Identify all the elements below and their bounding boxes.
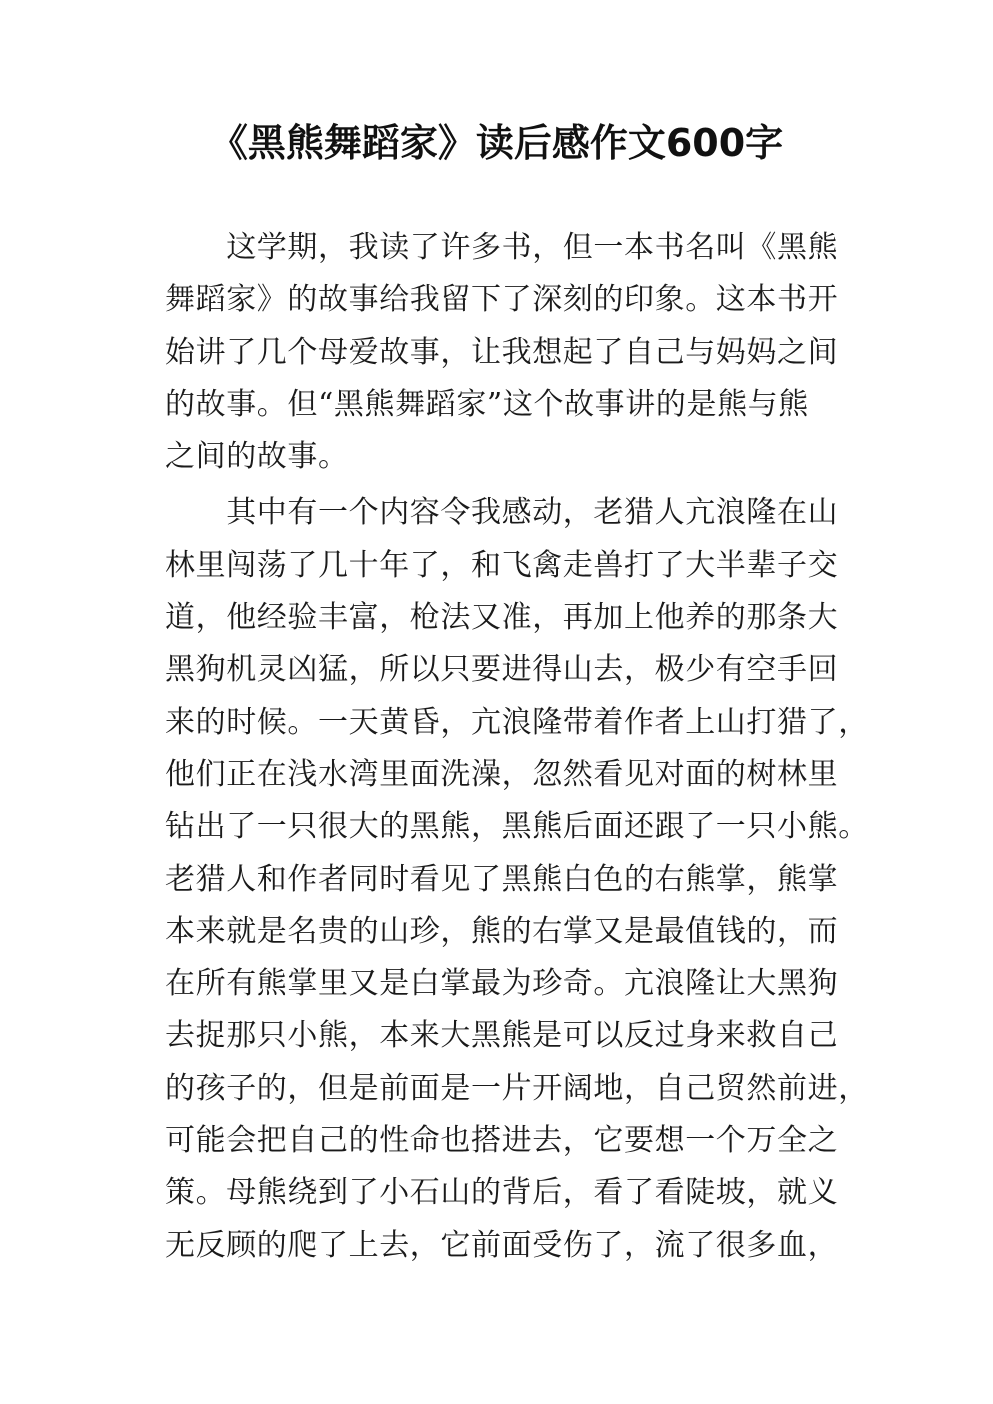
text-line: 策。母熊绕到了小石山的背后，看了看陡坡，就义 bbox=[165, 1175, 839, 1211]
text-line: 其中有一个内容令我感动，老猎人亢浪隆在山 bbox=[165, 495, 839, 531]
text-line: 林里闯荡了几十年了，和飞禽走兽打了大半辈子交 bbox=[165, 547, 839, 583]
text-line: 之间的故事。 bbox=[165, 439, 349, 475]
text-line: 来的时候。一天黄昏，亢浪隆带着作者上山打猎了， bbox=[165, 704, 869, 740]
text-line: 黑狗机灵凶猛，所以只要进得山去，极少有空手回 bbox=[165, 652, 839, 688]
document-title: 《黑熊舞蹈家》读后感作文600字 bbox=[209, 121, 784, 165]
text-line: 去捉那只小熊，本来大黑熊是可以反过身来救自己 bbox=[165, 1018, 839, 1054]
text-line: 的故事。但“黑熊舞蹈家”这个故事讲的是熊与熊 bbox=[165, 386, 809, 422]
text-line: 的孩子的，但是前面是一片开阔地，自己贸然前进， bbox=[165, 1070, 869, 1106]
text-line: 钻出了一只很大的黑熊，黑熊后面还跟了一只小熊。 bbox=[165, 809, 869, 845]
text-line: 在所有熊掌里又是白掌最为珍奇。亢浪隆让大黑狗 bbox=[165, 966, 839, 1002]
text-line: 老猎人和作者同时看见了黑熊白色的右熊掌，熊掌 bbox=[165, 861, 839, 897]
article-body bbox=[165, 222, 869, 1272]
text-line: 无反顾的爬了上去，它前面受伤了，流了很多血， bbox=[165, 1227, 839, 1263]
text-line: 本来就是名贵的山珍，熊的右掌又是最值钱的，而 bbox=[165, 913, 839, 949]
text-line: 道，他经验丰富，枪法又准，再加上他养的那条大 bbox=[165, 600, 839, 636]
text-line: 舞蹈家》的故事给我留下了深刻的印象。这本书开 bbox=[165, 282, 839, 318]
text-line: 可能会把自己的性命也搭进去，它要想一个万全之 bbox=[165, 1123, 839, 1159]
text-line: 他们正在浅水湾里面洗澡，忽然看见对面的树林里 bbox=[165, 756, 839, 792]
text-line: 这学期，我读了许多书，但一本书名叫《黑熊 bbox=[165, 230, 839, 265]
text-line: 始讲了几个母爱故事，让我想起了自己与妈妈之间 bbox=[165, 334, 839, 370]
